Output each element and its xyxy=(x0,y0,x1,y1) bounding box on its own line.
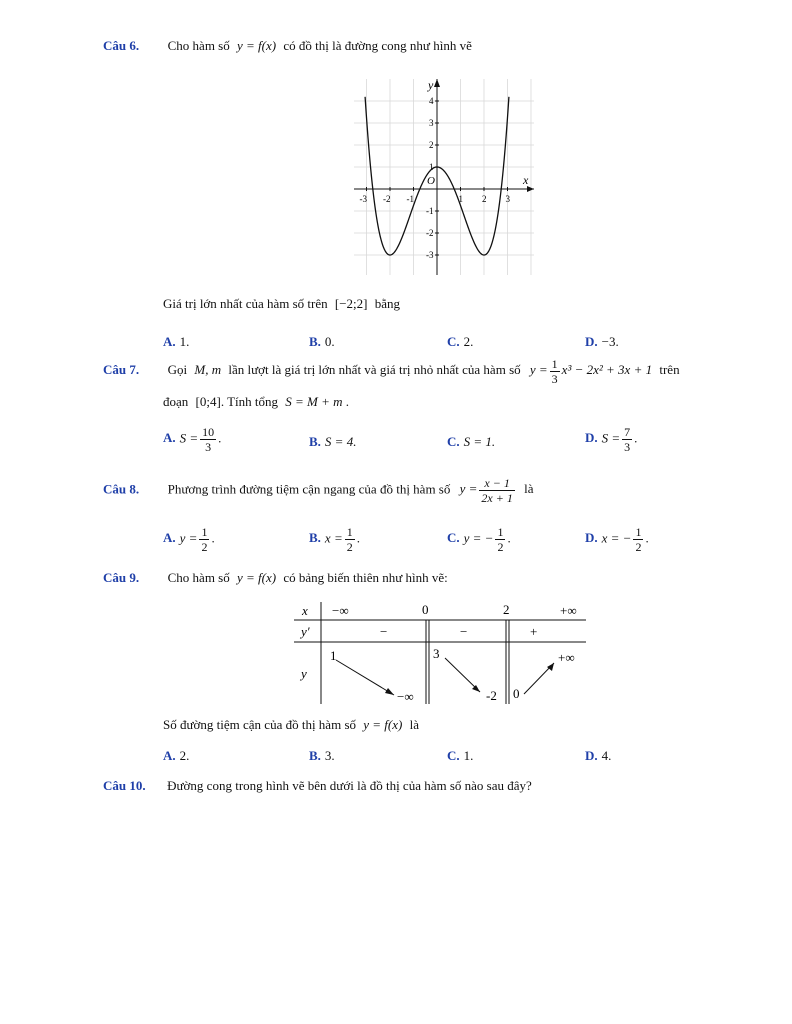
interval: [0;4] xyxy=(195,394,221,409)
fraction xyxy=(345,525,355,554)
origin-label: O xyxy=(427,175,435,187)
table-x-label: x xyxy=(302,603,308,618)
option-letter: B. xyxy=(309,334,321,349)
stem-text: Cho hàm số xyxy=(167,570,230,585)
option-prefix: S = xyxy=(601,430,621,446)
y-value: +∞ xyxy=(558,650,575,665)
y-tick-label: 3 xyxy=(429,118,434,128)
fraction xyxy=(479,476,514,505)
denominator: 3 xyxy=(551,371,558,386)
y-value: 1 xyxy=(330,648,337,663)
x-value: 0 xyxy=(422,602,429,617)
option-letter: C. xyxy=(447,334,460,349)
q8-option-a[interactable] xyxy=(163,525,215,554)
option-text: 2. xyxy=(179,748,190,763)
x-tick-label: 2 xyxy=(482,194,487,204)
q6-stem xyxy=(103,38,472,54)
numerator: 1 xyxy=(346,525,353,539)
variation-table xyxy=(290,598,590,708)
option-text: . xyxy=(507,530,511,546)
option-letter: D. xyxy=(585,334,598,349)
fraction xyxy=(200,425,216,454)
option-text: . xyxy=(218,430,222,446)
stem-text: Đường cong trong hình vẽ bên dưới là đồ thị của hàm số nào sau đây? xyxy=(167,778,532,793)
func-notation: y = f(x) xyxy=(237,570,277,585)
fraction xyxy=(495,525,505,554)
y-value: 3 xyxy=(433,646,440,661)
option-text: S = 1. xyxy=(463,434,496,449)
option-prefix: x = xyxy=(324,530,343,546)
question-label: Câu 8. xyxy=(103,481,140,497)
q7-option-b[interactable] xyxy=(309,434,356,450)
option-letter: C. xyxy=(447,748,460,763)
q7-stem xyxy=(103,355,680,386)
table-yprime-label: y′ xyxy=(301,624,310,639)
option-text: 1. xyxy=(463,748,474,763)
option-prefix: x = − xyxy=(601,530,632,546)
option-letter: C. xyxy=(447,434,460,449)
numerator: 1 xyxy=(497,525,504,539)
q9-option-d[interactable] xyxy=(585,748,611,764)
denominator: 3 xyxy=(624,440,631,454)
numerator: 1 xyxy=(551,356,558,371)
func-notation: y = f(x) xyxy=(363,717,403,732)
option-text: . xyxy=(211,530,215,546)
y-tick-label: -3 xyxy=(426,250,434,260)
q10-stem xyxy=(103,778,532,794)
q7-line2: đoạn [0;4]. Tính tổng S = M + m . xyxy=(163,394,350,409)
arrow-down xyxy=(336,660,394,695)
y-axis-label: y xyxy=(428,78,434,92)
stem-text: có đồ thị là đường cong như hình vẽ xyxy=(283,38,472,53)
fraction xyxy=(633,525,643,554)
q8-option-b[interactable] xyxy=(309,525,360,554)
denominator: 2x + 1 xyxy=(481,491,513,505)
y-tick-label: 2 xyxy=(429,140,434,150)
option-letter: D. xyxy=(585,430,598,446)
x-tick-label: -1 xyxy=(406,194,414,204)
q6-option-d[interactable] xyxy=(585,334,619,350)
func-prefix: y = xyxy=(529,362,548,377)
y-value: -2 xyxy=(486,688,497,703)
q9-stem xyxy=(103,570,448,586)
option-letter: A. xyxy=(163,430,176,446)
fraction xyxy=(550,357,560,386)
option-text: −3. xyxy=(601,334,619,349)
q8-stem xyxy=(103,476,534,505)
question-label: Câu 10. xyxy=(103,778,146,793)
x-value: 2 xyxy=(503,602,510,617)
x-tick-label: -2 xyxy=(383,194,391,204)
option-letter: C. xyxy=(447,530,460,546)
interval: [−2;2] xyxy=(334,296,368,311)
option-text: . xyxy=(634,430,638,446)
y-axis-arrow-icon xyxy=(434,79,440,87)
option-text: 4. xyxy=(601,748,612,763)
func-prefix: y = xyxy=(459,481,478,497)
stem-text: có bảng biến thiên như hình vẽ: xyxy=(283,570,448,585)
option-prefix: y = xyxy=(179,530,198,546)
option-text: . xyxy=(645,530,649,546)
q6-question xyxy=(163,296,400,312)
x-value: −∞ xyxy=(332,603,349,618)
stem-text: trên xyxy=(659,362,680,377)
option-text: 1. xyxy=(179,334,190,349)
question-label: Câu 6. xyxy=(103,38,140,53)
question-label: Câu 7. xyxy=(103,362,140,377)
denominator: 2 xyxy=(635,540,642,554)
option-prefix: y = − xyxy=(463,530,494,546)
x-value: +∞ xyxy=(560,603,577,618)
y-value: 0 xyxy=(513,686,520,701)
func-notation: y = f(x) xyxy=(237,38,277,53)
fraction xyxy=(199,525,209,554)
option-letter: D. xyxy=(585,748,598,763)
q7-option-d[interactable] xyxy=(585,425,637,454)
variables: M, m xyxy=(194,362,222,377)
q7-option-a[interactable] xyxy=(163,425,221,454)
denominator: 2 xyxy=(201,540,208,554)
y-tick-label: 4 xyxy=(429,96,434,106)
question-text: Số đường tiệm cận của đồ thị hàm số xyxy=(163,717,357,732)
q9-option-c[interactable] xyxy=(447,748,473,764)
q7-option-c[interactable] xyxy=(447,434,495,450)
derivative-sign: − xyxy=(380,624,388,639)
option-letter: D. xyxy=(585,530,598,546)
option-text: S = 4. xyxy=(324,434,357,449)
q6-option-b[interactable] xyxy=(309,334,335,350)
q8-option-d[interactable] xyxy=(585,525,649,554)
question-text: bằng xyxy=(374,296,401,311)
stem-text: là xyxy=(524,481,534,497)
option-text: 2. xyxy=(463,334,474,349)
q6-option-a[interactable] xyxy=(163,334,189,350)
stem-text: . Tính tổng xyxy=(220,394,278,409)
x-tick-label: 3 xyxy=(505,194,510,204)
stem-text: đoạn xyxy=(163,394,189,409)
x-axis-label: x xyxy=(523,173,529,187)
x-tick-label: -3 xyxy=(359,194,367,204)
option-letter: A. xyxy=(163,530,176,546)
question-label: Câu 9. xyxy=(103,570,140,585)
q9-option-a[interactable] xyxy=(163,748,189,764)
y-value: −∞ xyxy=(397,689,414,704)
derivative-sign: − xyxy=(460,624,468,639)
denominator: 3 xyxy=(205,440,212,454)
numerator: 1 xyxy=(635,525,642,539)
arrow-head-icon xyxy=(385,688,394,695)
y-tick-label: 1 xyxy=(429,162,434,172)
y-tick-label: -1 xyxy=(426,206,434,216)
denominator: 2 xyxy=(346,540,353,554)
numerator: 10 xyxy=(202,425,215,439)
option-text: 3. xyxy=(324,748,335,763)
option-letter: A. xyxy=(163,334,176,349)
func-rest: x³ − 2x² + 3x + 1 xyxy=(561,362,653,377)
denominator: 2 xyxy=(497,540,504,554)
fraction xyxy=(622,425,632,454)
option-letter: B. xyxy=(309,748,321,763)
option-prefix: S = xyxy=(179,430,199,446)
option-text: . xyxy=(356,530,360,546)
q9-question xyxy=(163,717,419,733)
stem-text: Cho hàm số xyxy=(167,38,230,53)
option-letter: B. xyxy=(309,434,321,449)
numerator: 7 xyxy=(624,425,631,439)
q6-option-c[interactable] xyxy=(447,334,473,350)
y-tick-label: -2 xyxy=(426,228,434,238)
question-text: Giá trị lớn nhất của hàm số trên xyxy=(163,296,328,311)
option-text: 0. xyxy=(324,334,335,349)
stem-text: lần lượt là giá trị lớn nhất và giá trị nhỏ nhất của hàm số xyxy=(228,362,521,377)
q9-option-b[interactable] xyxy=(309,748,335,764)
x-tick-label: 1 xyxy=(458,194,463,204)
numerator: x − 1 xyxy=(479,476,514,491)
q8-option-c[interactable] xyxy=(447,525,511,554)
stem-text: Phương trình đường tiệm cận ngang của đồ thị hàm số xyxy=(167,481,451,497)
option-letter: A. xyxy=(163,748,176,763)
function-graph xyxy=(348,74,538,280)
sum-expression: S = M + m xyxy=(285,394,343,409)
option-letter: B. xyxy=(309,530,321,546)
derivative-sign: + xyxy=(530,624,538,639)
question-text: là xyxy=(409,717,419,732)
numerator: 1 xyxy=(201,525,208,539)
table-y-label: y xyxy=(301,666,307,681)
stem-text: Gọi xyxy=(167,362,188,377)
